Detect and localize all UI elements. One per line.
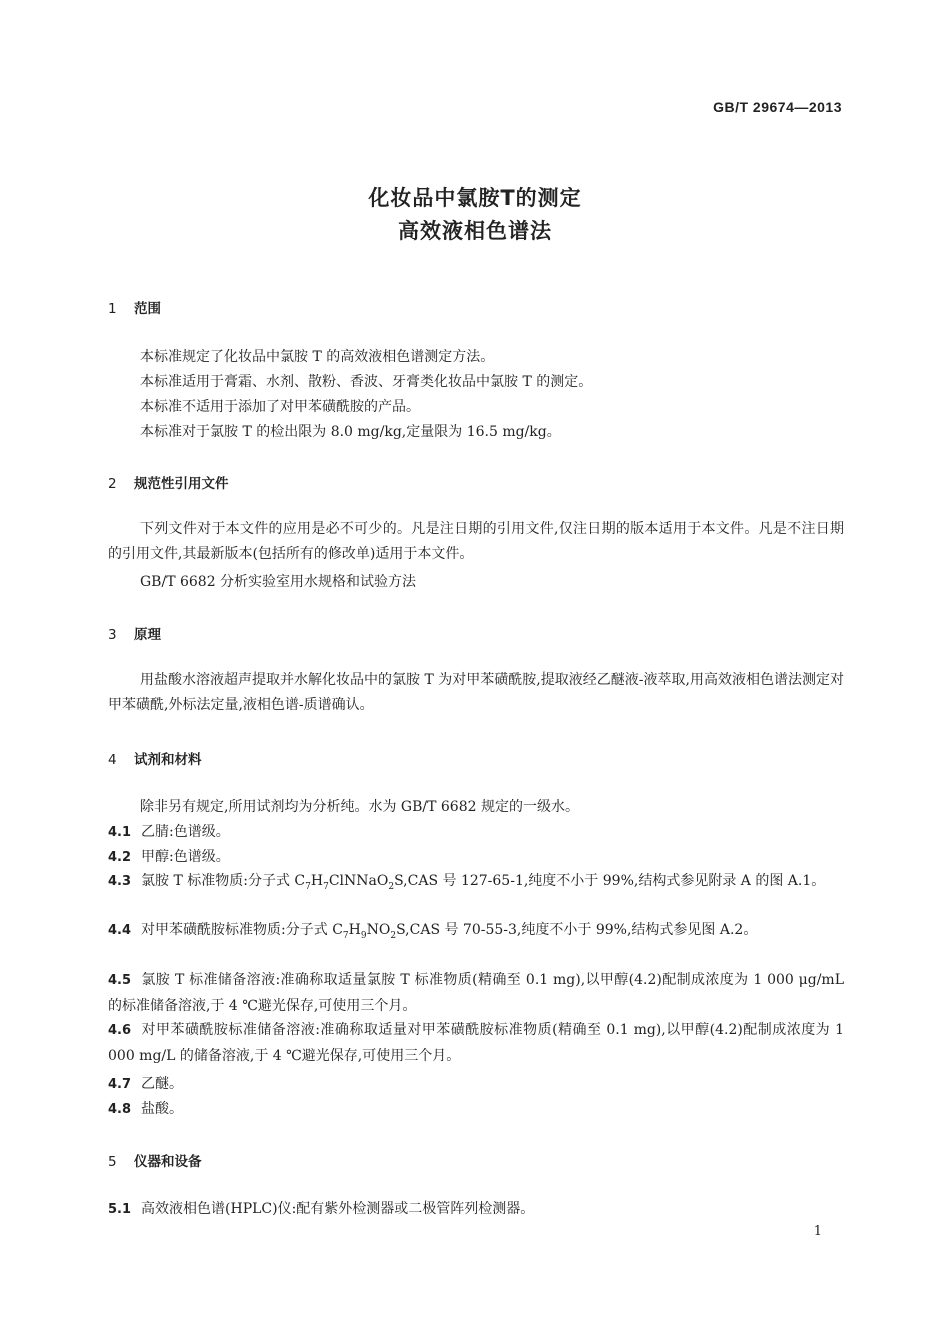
section-5-heading xyxy=(108,1150,202,1170)
section-1-line-3: 本标准不适用于添加了对甲苯磺酰胺的产品。 xyxy=(140,399,420,415)
section-number: 4 xyxy=(108,752,117,768)
subscript: 2 xyxy=(390,930,397,941)
clause-number: 4.3 xyxy=(108,874,132,889)
section-1-line-4: 本标准对于氯胺 T 的检出限为 8.0 mg/kg,定量限为 16.5 mg/kg。 xyxy=(140,424,561,440)
section-1-line-1: 本标准规定了化妆品中氯胺 T 的高效液相色谱测定方法。 xyxy=(140,349,495,365)
clause-number: 4.6 xyxy=(108,1023,132,1038)
clause-number: 4.5 xyxy=(108,973,132,988)
clause-4-1 xyxy=(108,821,230,841)
clause-text: S,CAS 号 127-65-1,纯度不小于 99%,结构式参见附录 A 的图 A.1。 xyxy=(394,873,826,889)
clause-text: 盐酸。 xyxy=(141,1101,184,1117)
clause-4-2 xyxy=(108,846,230,866)
section-title: 范围 xyxy=(134,301,161,317)
section-number: 3 xyxy=(108,627,117,643)
clause-4-4 xyxy=(108,918,844,948)
clause-4-8 xyxy=(108,1098,183,1118)
clause-number: 5.1 xyxy=(108,1202,132,1217)
section-number: 1 xyxy=(108,301,117,317)
subscript: 7 xyxy=(342,930,349,941)
clause-text: S,CAS 号 70-55-3,纯度不小于 99%,结构式参见图 A.2。 xyxy=(396,922,758,938)
clause-4-3 xyxy=(108,869,844,899)
section-3-heading xyxy=(108,623,161,643)
section-2-heading xyxy=(108,472,229,492)
section-1-line-2: 本标准适用于膏霜、水剂、散粉、香波、牙膏类化妆品中氯胺 T 的测定。 xyxy=(140,374,593,390)
clause-4-5 xyxy=(108,968,844,1018)
clause-text: 对甲苯磺酰胺标准储备溶液:准确称取适量对甲苯磺酰胺标准物质(精确至 0.1 mg),以甲醇(4.2)配制成浓度为 1 000 mg/L 的储备溶液,于 4 ℃避光保存,可使用三个月。 xyxy=(108,1022,844,1064)
section-number: 5 xyxy=(108,1154,117,1170)
clause-text: ClNNaO xyxy=(328,873,389,889)
subscript: 7 xyxy=(305,881,311,892)
section-number: 2 xyxy=(108,476,117,492)
clause-number: 4.4 xyxy=(108,923,132,938)
section-4-heading xyxy=(108,748,202,768)
clause-number: 4.8 xyxy=(108,1102,132,1117)
section-title: 规范性引用文件 xyxy=(134,476,229,492)
clause-text: H xyxy=(310,873,324,889)
section-1-heading xyxy=(108,297,161,317)
clause-4-6 xyxy=(108,1018,844,1068)
clause-number: 4.2 xyxy=(108,850,132,865)
document-title: 化妆品中氯胺T的测定 xyxy=(368,186,582,210)
clause-text: 乙醚。 xyxy=(141,1076,184,1092)
clause-text: H xyxy=(348,922,361,938)
section-title: 原理 xyxy=(134,627,161,643)
standard-code: GB/T 29674—2013 xyxy=(713,99,842,115)
section-title: 仪器和设备 xyxy=(134,1154,202,1170)
section-title: 试剂和材料 xyxy=(134,752,202,768)
subscript: 2 xyxy=(388,881,395,892)
clause-text: 氯胺 T 标准储备溶液:准确称取适量氯胺 T 标准物质(精确至 0.1 mg),以甲醇(4.2)配制成浓度为 1 000 μg/mL 的标准储备溶液,于 4 ℃避光保存,可使用三个月。 xyxy=(108,972,844,1014)
clause-5-1 xyxy=(108,1198,534,1218)
section-2-paragraph: 下列文件对于本文件的应用是必不可少的。凡是注日期的引用文件,仅注日期的版本适用于本文件。凡是不注日期的引用文件,其最新版本(包括所有的修改单)适用于本文件。 xyxy=(108,521,844,562)
clause-4-7 xyxy=(108,1073,183,1093)
clause-number: 4.1 xyxy=(108,825,132,840)
section-4-intro: 除非另有规定,所用试剂均为分析纯。水为 GB/T 6682 规定的一级水。 xyxy=(140,799,579,815)
subscript: 9 xyxy=(360,930,367,941)
clause-text: 乙腈:色谱级。 xyxy=(141,824,230,840)
section-3-paragraph: 用盐酸水溶液超声提取并水解化妆品中的氯胺 T 为对甲苯磺酰胺,提取液经乙醚液-液萃取,用高效液相色谱法测定对甲苯磺酰,外标法定量,液相色谱-质谱确认。 xyxy=(108,672,844,713)
clause-text: 高效液相色谱(HPLC)仪:配有紫外检测器或二极管阵列检测器。 xyxy=(141,1201,535,1217)
clause-text: 对甲苯磺酰胺标准物质:分子式 C xyxy=(141,922,343,938)
document-subtitle: 高效液相色谱法 xyxy=(398,219,552,243)
subscript: 7 xyxy=(323,881,329,892)
clause-text: 甲醇:色谱级。 xyxy=(141,849,230,865)
normative-reference: GB/T 6682 分析实验室用水规格和试验方法 xyxy=(140,574,417,590)
clause-text: 氯胺 T 标准物质:分子式 C xyxy=(141,873,306,889)
clause-number: 4.7 xyxy=(108,1077,132,1092)
page-number: 1 xyxy=(813,1224,822,1239)
clause-text: NO xyxy=(366,922,391,938)
